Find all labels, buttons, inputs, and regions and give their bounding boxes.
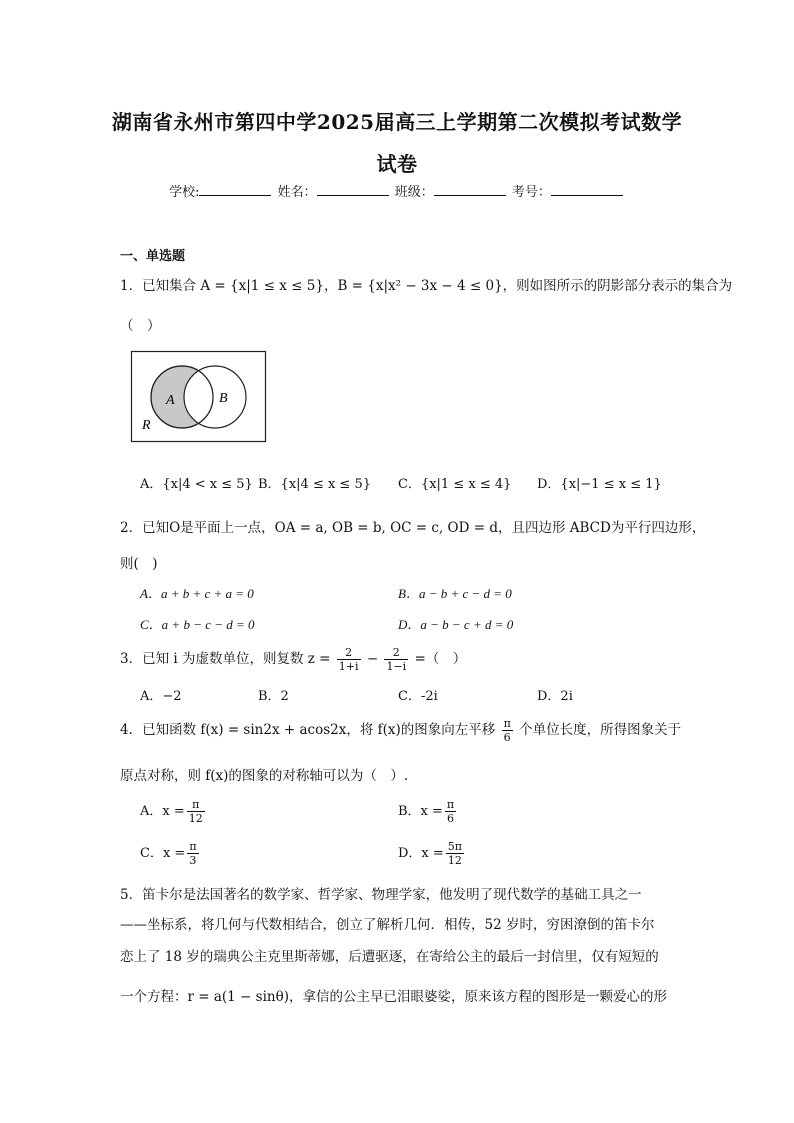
question-4-text xyxy=(120,717,681,744)
q3-option-b: B．2 xyxy=(258,689,289,704)
question-3-text xyxy=(120,646,466,673)
venn-diagram xyxy=(130,350,268,446)
question-5-line-3: 恋上了 18 岁的瑞典公主克里斯蒂娜，后遭驱逐，在寄给公主的最后一封信里，仅有短短的 xyxy=(120,949,659,965)
question-1-text: 1．已知集合 A = {x|1 ≤ x ≤ 5}，B = {x|x² − 3x − 4 ≤ 0}，则如图所示的阴影部分表示的集合为 xyxy=(120,278,733,294)
venn-label-a: A xyxy=(166,393,175,408)
name-blank xyxy=(317,183,389,196)
q4-option-a: A．x = $\frac{\pi}{12}$ xyxy=(140,798,203,825)
page-title: 湖南省永州市第四中学2025届高三上学期第二次模拟考试数学 xyxy=(111,110,683,134)
number-label: 考号： xyxy=(511,185,551,200)
q3-fraction-1: $\frac{2}{1+i}$ xyxy=(338,646,359,673)
question-2-text-cont: 则( ) xyxy=(120,556,158,572)
q3-minus: − xyxy=(366,651,379,667)
q4-option-b: B．x = $\frac{\pi}{6}$ xyxy=(398,798,455,825)
question-5-line-4: 一个方程：r = a(1 − sinθ)，拿信的公主早已泪眼婆娑，原来该方程的图形是一颗爱心的形 xyxy=(120,989,667,1005)
q2-option-c: C．a + b − c − d = 0 xyxy=(140,617,255,632)
q3-fraction-2: $\frac{2}{1-i}$ xyxy=(386,646,407,673)
school-blank xyxy=(199,183,271,196)
number-blank xyxy=(551,183,623,196)
q2-option-d: D．a − b − c + d = 0 xyxy=(398,617,514,632)
q2-option-a: A．a + b + c + a = 0 xyxy=(140,586,254,601)
q4-option-c: C．x = $\frac{\pi}{3}$ xyxy=(140,840,197,867)
question-1-paren: （ ） xyxy=(120,318,161,334)
q1-option-b: B．{x|4 ≤ x ≤ 5} xyxy=(258,477,371,492)
q3-option-c: C．-2i xyxy=(398,689,438,704)
q3-text-after: =（ ） xyxy=(414,651,467,667)
q4-option-d: D．x = $\frac{5\pi}{12}$ xyxy=(398,840,463,867)
question-4-text-cont: 原点对称，则 f(x)的图象的对称轴可以为（ ）. xyxy=(120,768,409,784)
q3-option-a: A．−2 xyxy=(140,689,182,704)
q4-text-before: 4．已知函数 f(x) = sin2x + acos2x，将 f(x)的图象向左平移 xyxy=(120,722,496,738)
class-blank xyxy=(434,183,506,196)
student-info-line xyxy=(0,181,794,200)
q4-text-after: 个单位长度，所得图象关于 xyxy=(519,722,682,738)
venn-label-b: B xyxy=(219,391,228,406)
q3-option-d: D．2i xyxy=(537,689,573,704)
class-label: 班级： xyxy=(394,185,434,200)
question-2-text: 2．已知O是平面上一点，OA = a, OB = b, OC = c, OD = d，且四边形 ABCD为平行四边形， xyxy=(120,520,706,536)
venn-label-r: R xyxy=(142,418,151,433)
section-heading: 一、单选题 xyxy=(120,249,186,264)
page-title-continued: 试卷 xyxy=(376,152,418,176)
q2-option-b: B．a − b + c − d = 0 xyxy=(398,586,512,601)
q1-option-c: C．{x|1 ≤ x ≤ 4} xyxy=(398,477,512,492)
school-label: 学校: xyxy=(169,185,200,200)
q3-text-before: 3．已知 i 为虚数单位，则复数 z = xyxy=(120,651,331,667)
question-5-line-2: ——坐标系，将几何与代数相结合，创立了解析几何．相传，52 岁时，穷困潦倒的笛卡尔 xyxy=(120,917,655,933)
name-label: 姓名： xyxy=(277,185,317,200)
q1-option-d: D．{x|−1 ≤ x ≤ 1} xyxy=(537,477,662,492)
question-5-line-1: 5．笛卡尔是法国著名的数学家、哲学家、物理学家，他发明了现代数学的基础工具之一 xyxy=(120,887,642,903)
q4-shift-fraction: $\frac{\pi}{6}$ xyxy=(503,717,511,744)
q1-option-a: A．{x|4 < x ≤ 5} xyxy=(140,477,253,492)
